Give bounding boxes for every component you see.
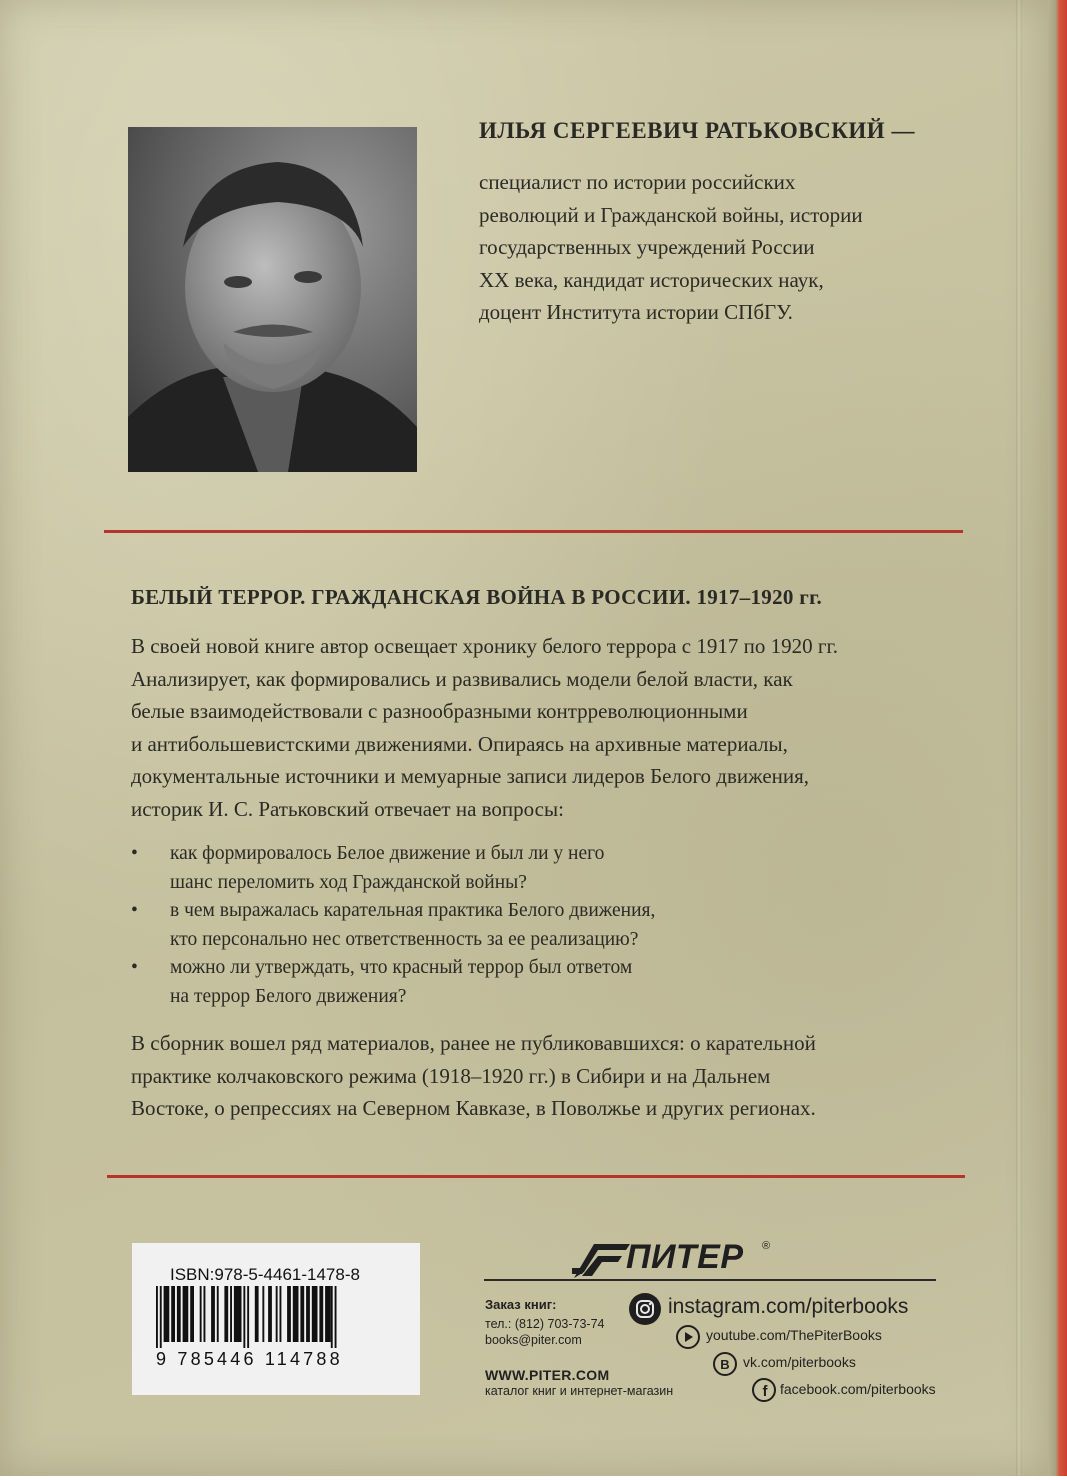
description-line: В своей новой книге автор освещает хронику белого террора с 1917 по 1920 гг. — [131, 634, 838, 658]
bullet-icon: • — [131, 843, 138, 864]
barcode-bar — [183, 1286, 189, 1342]
author-portrait-illustration — [128, 127, 417, 472]
barcode-bar — [234, 1286, 242, 1342]
svg-text:f: f — [762, 1383, 768, 1400]
barcode-bar — [156, 1286, 158, 1348]
barcode-bar — [268, 1286, 272, 1342]
question-item — [131, 954, 831, 1011]
author-bio-line: государственных учреждений России — [479, 235, 815, 259]
logo-underline — [484, 1279, 936, 1281]
instagram-link-text: instagram.com/piterbooks — [668, 1295, 909, 1318]
barcode-bar — [335, 1286, 337, 1348]
barcode-bar — [247, 1286, 249, 1348]
barcode-bar — [230, 1286, 232, 1342]
extra-line: практике колчаковского режима (1918–1920 гг.) в Сибири и на Дальнем — [131, 1063, 771, 1088]
barcode-bar — [293, 1286, 299, 1342]
isbn-text: ISBN:978-5-4461-1478-8 — [170, 1265, 360, 1284]
barcode-bar — [262, 1286, 264, 1342]
author-photo — [128, 127, 417, 472]
barcode-bar — [171, 1286, 175, 1342]
author-bio-line: специалист по истории российских — [479, 170, 796, 194]
barcode-panel — [132, 1243, 420, 1395]
barcode-bar — [331, 1286, 333, 1348]
question-line: как формировалось Белое движение и был ли у него — [170, 843, 605, 864]
order-email: books@piter.com — [485, 1333, 582, 1347]
vk-icon — [713, 1352, 737, 1376]
question-line: на террор Белого движения? — [170, 985, 407, 1007]
order-label: Заказ книг: — [485, 1297, 557, 1312]
book-extra-description — [131, 1027, 1011, 1125]
ean-digits: 9 785446 114788 — [156, 1349, 343, 1369]
website-url: WWW.PITER.COM — [485, 1367, 610, 1383]
facebook-icon — [752, 1378, 776, 1402]
barcode-bar — [300, 1286, 304, 1342]
barcode-bar — [217, 1286, 219, 1342]
author-name: ИЛЬЯ СЕРГЕЕВИЧ РАТЬКОВСКИЙ — — [479, 118, 915, 143]
question-list — [131, 840, 831, 1011]
extra-line: Востоке, о репрессиях на Северном Кавказе, в Поволжье и других регионах. — [131, 1096, 816, 1120]
barcode-bars — [156, 1286, 396, 1348]
cover-hinge — [1016, 0, 1022, 1476]
question-line: кто персонально нес ответственность за ее реализацию? — [170, 928, 639, 950]
barcode-bar — [160, 1286, 162, 1348]
book-title: БЕЛЫЙ ТЕРРОР. ГРАЖДАНСКАЯ ВОЙНА В РОССИИ. 1917–1920 гг. — [131, 585, 823, 609]
barcode-bar — [243, 1286, 245, 1348]
barcode-bar — [276, 1286, 278, 1342]
barcode-bar — [255, 1286, 259, 1342]
bullet-icon: • — [131, 900, 138, 921]
book-description — [131, 630, 1011, 825]
author-bio-line: доцент Института истории СПбГУ. — [479, 300, 793, 324]
question-line: шанс переломить ход Гражданской войны? — [170, 871, 527, 893]
question-line: в чем выражалась карательная практика Белого движения, — [170, 900, 656, 921]
barcode-bar — [325, 1286, 331, 1342]
barcode-bar — [190, 1286, 194, 1342]
author-bio — [479, 166, 949, 329]
barcode-bar — [204, 1286, 206, 1342]
barcode-bar — [177, 1286, 181, 1342]
barcode-bar — [280, 1286, 282, 1342]
svg-text:В: В — [720, 1357, 730, 1372]
question-item — [131, 840, 831, 897]
website-caption: каталог книг и интернет-магазин — [485, 1384, 674, 1398]
extra-line: В сборник вошел ряд материалов, ранее не публиковавшихся: о карательной — [131, 1031, 816, 1055]
piter-logo-icon — [572, 1238, 632, 1282]
publisher-logo-word: ПИТЕР — [626, 1238, 744, 1276]
divider-rule-bottom — [107, 1175, 965, 1178]
youtube-icon — [676, 1325, 700, 1349]
barcode-bar — [319, 1286, 323, 1342]
barcode-bar — [211, 1286, 215, 1342]
barcode-bar — [200, 1286, 202, 1342]
description-line: документальные источники и мемуарные записи лидеров Белого движения, — [131, 764, 810, 788]
barcode-bar — [224, 1286, 228, 1342]
divider-rule-top — [104, 530, 963, 533]
publisher-logo — [572, 1238, 792, 1282]
barcode-bar — [312, 1286, 318, 1342]
bullet-icon: • — [131, 957, 138, 978]
author-bio-line: революций и Гражданской войны, истории — [479, 202, 863, 227]
description-line: историк И. С. Ратьковский отвечает на вопросы: — [131, 796, 564, 821]
barcode-bar — [287, 1286, 291, 1342]
author-bio-line: XX века, кандидат исторических наук, — [479, 267, 824, 292]
description-line: Анализирует, как формировались и развивались модели белой власти, как — [131, 666, 793, 691]
book-spine-edge — [1048, 0, 1067, 1476]
instagram-icon — [628, 1292, 662, 1326]
facebook-link-text: facebook.com/piterbooks — [780, 1381, 936, 1397]
barcode-bar — [306, 1286, 310, 1342]
description-line: и антибольшевистскими движениями. Опираясь на архивные материалы, — [131, 731, 788, 756]
registered-mark: ® — [762, 1240, 771, 1252]
order-phone: тел.: (812) 703-73-74 — [485, 1317, 605, 1331]
description-line: белые взаимодействовали с разнообразными контрреволюционными — [131, 699, 748, 723]
barcode-bar — [164, 1286, 170, 1342]
youtube-link-text: youtube.com/ThePiterBooks — [706, 1327, 882, 1343]
vk-link-text: vk.com/piterbooks — [743, 1354, 856, 1370]
question-item — [131, 897, 831, 954]
question-line: можно ли утверждать, что красный террор был ответом — [170, 957, 633, 978]
